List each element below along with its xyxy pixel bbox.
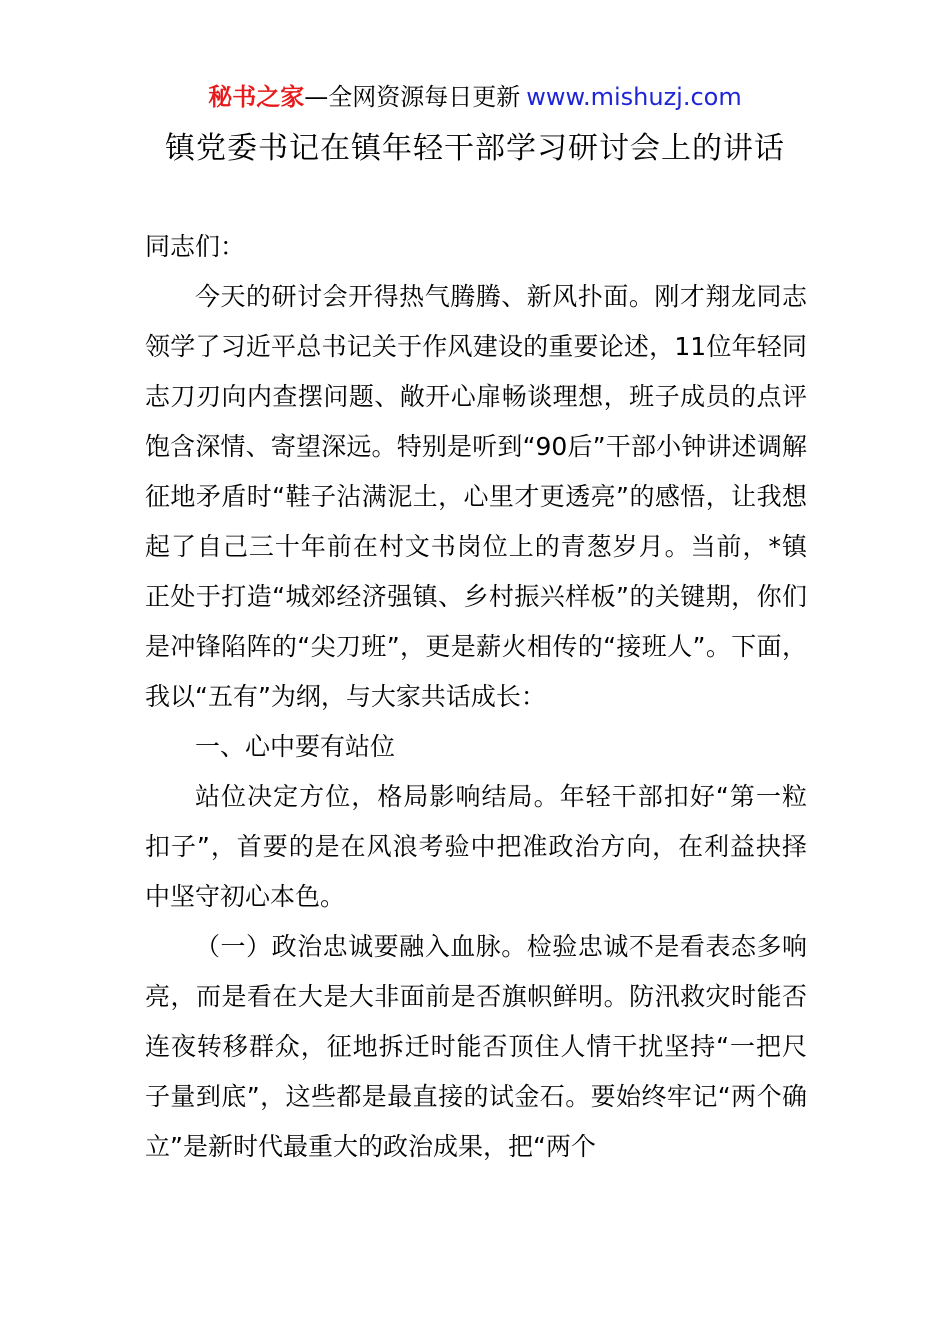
site-url-link[interactable]: www.mishuzj.com <box>526 83 742 111</box>
header-tagline: —全网资源每日更新 <box>304 83 521 111</box>
section-heading-1: 一、心中要有站位 <box>195 732 396 761</box>
paragraph-subsection-1: （一）政治忠诚要融入血脉。检验忠诚不是看表态多响亮，而是看在大是大非面前是否旗帜鲜明。防汛救灾时能否连夜转移群众，征地拆迁时能否顶住人情干扰坚持“一把尺子量到底”，这些都是最直接的试金石。要始终牢记“两个确立”是新时代最重大的政治成果，把“两个 <box>145 932 807 1161</box>
document-title: 镇党委书记在镇年轻干部学习研讨会上的讲话 <box>165 131 785 166</box>
document-body <box>145 222 807 1172</box>
paragraph-intro: 今天的研讨会开得热气腾腾、新风扑面。刚才翔龙同志领学了习近平总书记关于作风建设的重要论述，11位年轻同志刀刃向内查摆问题、敞开心扉畅谈理想，班子成员的点评饱含深情、寄望深远。特别是听到“90后”干部小钟讲述调解征地矛盾时“鞋子沾满泥土，心里才更透亮”的感悟，让我想起了自己三十年前在村文书岗位上的青葱岁月。当前，*镇正处于打造“城郊经济强镇、乡村振兴样板”的关键期，你们是冲锋陷阵的“尖刀班”，更是薪火相传的“接班人”。下面，我以“五有”为纲，与大家共话成长： <box>145 282 807 711</box>
site-header <box>0 80 950 114</box>
greeting: 同志们： <box>145 232 246 261</box>
paragraph-section-1: 站位决定方位，格局影响结局。年轻干部扣好“第一粒扣子”，首要的是在风浪考验中把准政治方向，在利益抉择中坚守初心本色。 <box>145 782 807 911</box>
brand-name: 秘书之家 <box>208 83 305 111</box>
